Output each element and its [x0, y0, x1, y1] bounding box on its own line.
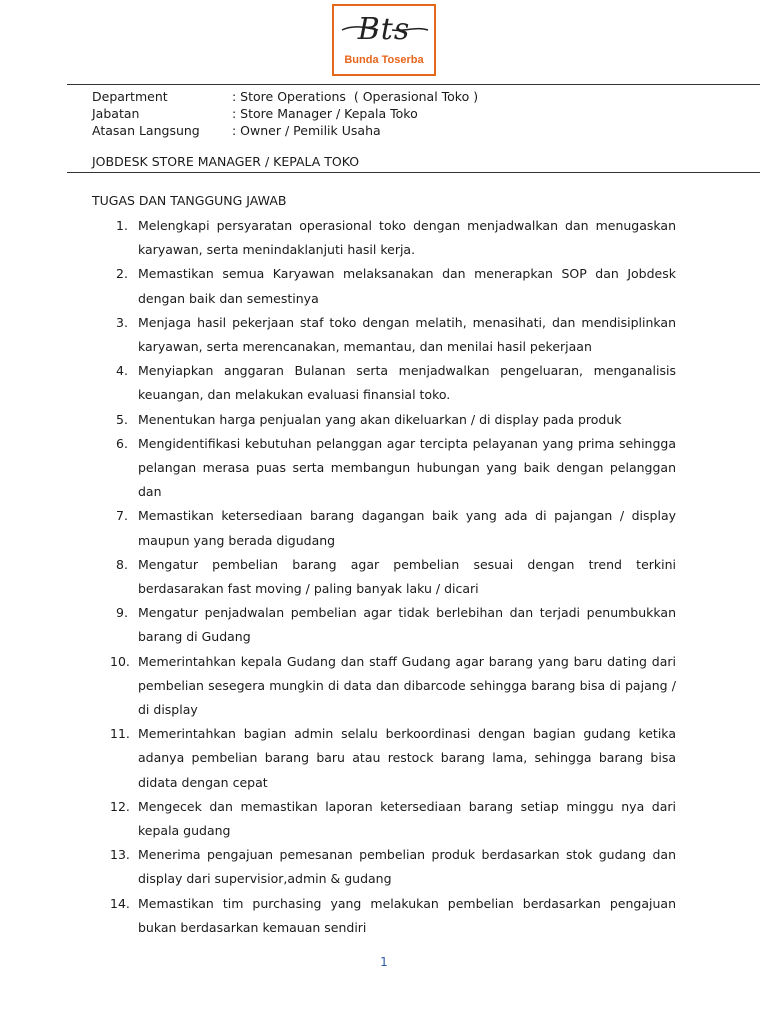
- list-item-number: 7.: [116, 508, 128, 524]
- page-number: 1: [380, 955, 388, 969]
- list-item-number: 1.: [116, 218, 128, 233]
- header-divider: [67, 84, 760, 85]
- meta-key: Department: [92, 89, 168, 104]
- logo-company-name: Bunda Toserba: [344, 54, 424, 66]
- list-item-number: 11.: [110, 726, 130, 742]
- list-item-text: Memastikan tim purchasing yang melakukan pembelian berdasarkan pengajuan bukan berdasarkan kemauan sendiri: [138, 895, 676, 935]
- list-item-number: 6.: [116, 435, 128, 451]
- meta-value: : Store Manager / Kepala Toko: [232, 106, 418, 121]
- list-item-text: Mengidentifikasi kebutuhan pelanggan agar tercipta pelayanan yang prima sehingga pelangan merasa puas serta membangun hubungan yang baik dengan pelanggan dan: [138, 435, 676, 500]
- list-item-number: 12.: [110, 798, 130, 814]
- list-item-number: 13.: [110, 847, 130, 863]
- meta-row-jabatan: [92, 105, 478, 122]
- list-item-text: Mengatur pembelian barang agar pembelian sesuai dengan trend terkini berdasarakan fast moving / paling banyak laku / dicari: [138, 556, 676, 597]
- list-item-number: 10.: [110, 653, 130, 669]
- meta-key: Jabatan: [92, 106, 140, 121]
- list-item-number: 8.: [116, 556, 128, 572]
- meta-key: Atasan Langsung: [92, 123, 200, 138]
- list-item: [92, 722, 676, 795]
- list-item-text: Menentukan harga penjualan yang akan dikeluarkan / di display pada produk: [138, 411, 622, 427]
- list-item: [92, 214, 676, 262]
- list-item-text: Menerima pengajuan pemesanan pembelian produk berdasarkan stok gudang dan display dari supervisior,admin & gudang: [138, 847, 676, 887]
- list-item-text: Memastikan ketersediaan barang dagangan baik yang ada di pajangan / display maupun yang berada digudang: [138, 508, 676, 548]
- list-item-text: Mengatur penjadwalan pembelian agar tidak berlebihan dan terjadi penumbukkan barang di Gudang: [138, 605, 676, 645]
- meta-row-department: [92, 88, 478, 105]
- list-item: [92, 311, 676, 359]
- meta-value: : Owner / Pemilik Usaha: [232, 123, 381, 138]
- list-item: [92, 504, 676, 552]
- list-item: [92, 432, 676, 505]
- list-item: [92, 408, 676, 432]
- jobdesk-title: JOBDESK STORE MANAGER / KEPALA TOKO: [92, 154, 360, 169]
- list-item: [92, 892, 676, 940]
- list-item: [92, 359, 676, 407]
- list-item-number: 2.: [116, 266, 128, 282]
- list-item: [92, 795, 676, 843]
- list-item: [92, 650, 676, 723]
- list-item-text: Memastikan semua Karyawan melaksanakan dan menerapkan SOP dan Jobdesk dengan baik dan semestinya: [138, 266, 676, 306]
- meta-row-atasan: [92, 122, 478, 139]
- list-item: [92, 601, 676, 649]
- list-item-text: Memerintahkan kepala Gudang dan staff Gudang agar barang yang baru dating dari pembelian sesegera mungkin di data dan dibarcode sehingga barang bisa di pajang / di display: [138, 653, 676, 718]
- logo-script-text: Bts: [357, 12, 411, 47]
- list-item-text: Menyiapkan anggaran Bulanan serta menjadwalkan pengeluaran, menganalisis keuangan, dan melakukan evaluasi finansial toko.: [138, 363, 676, 403]
- section-title: TUGAS DAN TANGGUNG JAWAB: [92, 193, 287, 208]
- list-item-number: 4.: [116, 363, 128, 379]
- list-item-number: 9.: [116, 605, 128, 621]
- list-item-text: Menjaga hasil pekerjaan staf toko dengan melatih, menasihati, dan mendisiplinkan karyawan, serta merencanakan, memantau, dan menilai hasil pekerjaan: [138, 314, 676, 355]
- list-item: [92, 843, 676, 891]
- list-item: [92, 262, 676, 310]
- list-item-text: Melengkapi persyaratan operasional toko dengan menjadwalkan dan menugaskan karyawan, serta menindaklanjuti hasil kerja.: [138, 218, 676, 258]
- list-item-text: Memerintahkan bagian admin selalu berkoordinasi dengan bagian gudang ketika adanya pembelian barang baru atau restock barang lama, sehingga barang bisa didata dengan cepat: [138, 726, 676, 790]
- company-logo: [332, 4, 436, 76]
- list-item-number: 14.: [110, 895, 130, 911]
- list-item-text: Mengecek dan memastikan laporan ketersediaan barang setiap minggu nya dari kepala gudang: [138, 798, 676, 839]
- meta-value: : Store Operations ( Operasional Toko ): [232, 89, 479, 104]
- title-divider: [67, 172, 760, 173]
- list-item-number: 3.: [116, 314, 128, 330]
- list-item: [92, 553, 676, 601]
- position-info: [92, 88, 478, 139]
- duties-list: [92, 214, 676, 940]
- list-item-number: 5.: [116, 411, 128, 427]
